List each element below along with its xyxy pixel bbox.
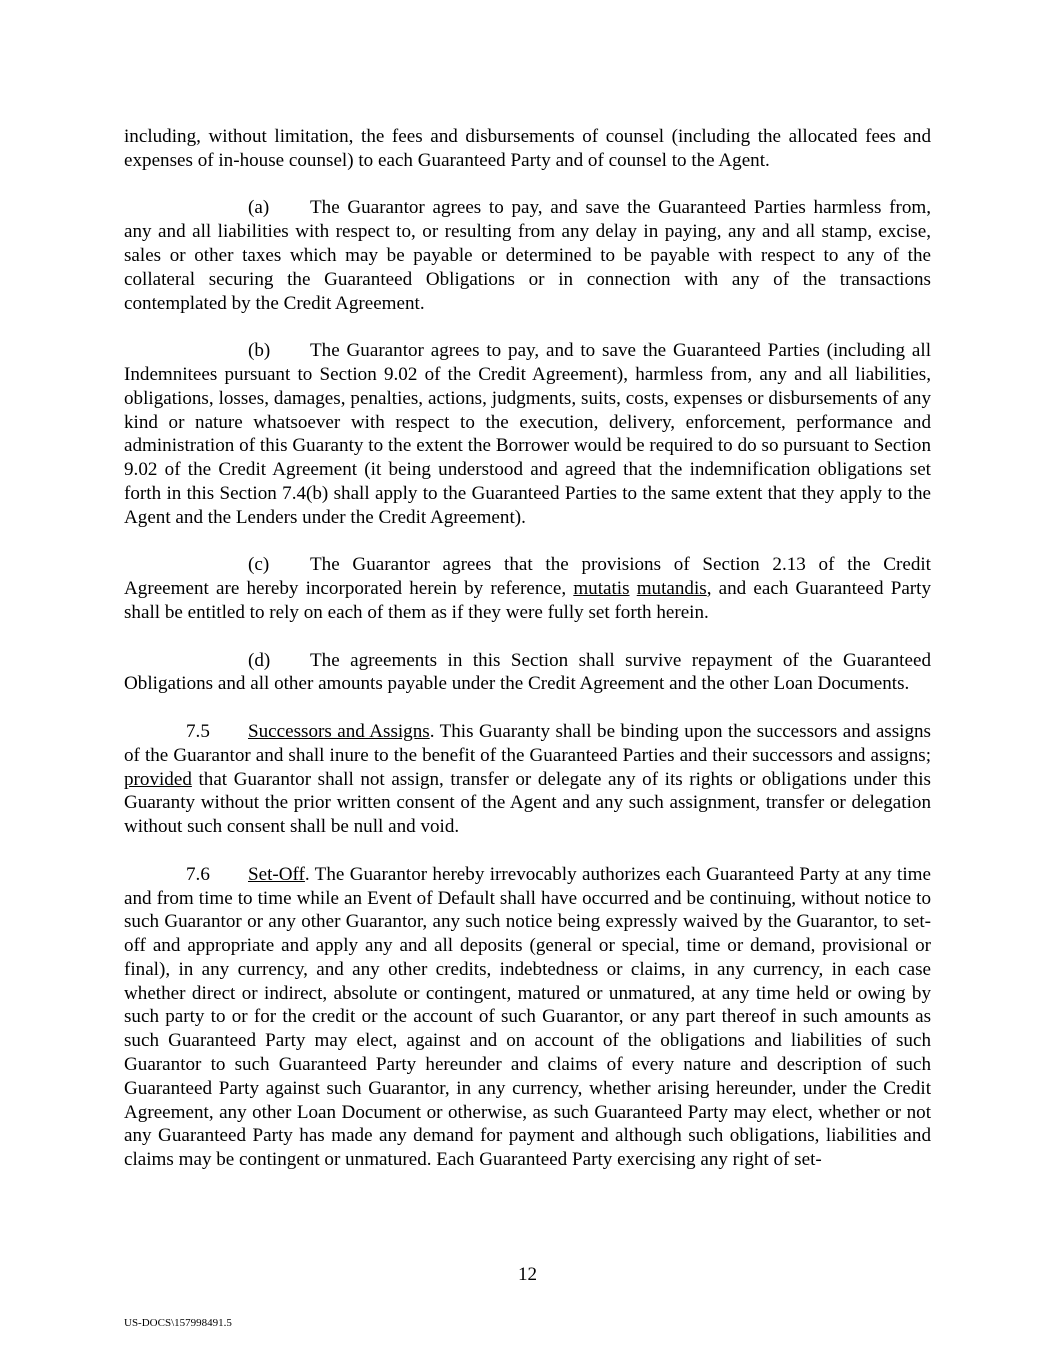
paragraph-text: The Guarantor agrees to pay, and save the Guaranteed Parties harmless from, any and all liabilities with respect to, or resulting from any delay in paying, any and all stamp, excise, sales or other taxes which may be payable or determined to be payable with respect to any of the collateral securing the Guaranteed Obligations or in connection with any of the transactions contemplated by the Credit Agreement. bbox=[124, 197, 931, 314]
paragraph-d bbox=[124, 649, 931, 697]
section-text: that Guarantor shall not assign, transfer or delegate any of its rights or obligations under this Guaranty without the prior written consent of the Agent and any such assignment, transfer or delegation without such consent shall be null and void. bbox=[124, 768, 931, 838]
section-heading: Successors and Assigns bbox=[248, 720, 430, 742]
paragraph-number: (a) bbox=[248, 197, 270, 219]
paragraph-b bbox=[124, 339, 931, 529]
document-id: US-DOCS\157998491.5 bbox=[124, 1317, 232, 1329]
latin-term-mutandis: mutandis bbox=[636, 578, 707, 600]
document-body bbox=[124, 125, 931, 1172]
paragraph-c bbox=[124, 553, 931, 624]
section-heading: Set-Off bbox=[248, 863, 305, 885]
latin-term-mutatis: mutatis bbox=[573, 578, 630, 600]
section-7-5 bbox=[124, 720, 931, 839]
section-text: . This Guaranty shall be binding upon the successors and assigns of the Guarantor and shall inure to the benefit of the Guaranteed Parties and their successors and assigns; bbox=[124, 720, 931, 766]
paragraph-text: including, without limitation, the fees and disbursements of counsel (including the allocated fees and expenses of in-house counsel) to each Guaranteed Party and of counsel to the Agent. bbox=[124, 126, 931, 171]
paragraph-text: The agreements in this Section shall survive repayment of the Guaranteed Obligations and all other amounts payable under the Credit Agreement and the other Loan Documents. bbox=[124, 649, 931, 695]
paragraph-number: (d) bbox=[248, 649, 271, 671]
page-number: 12 bbox=[517, 1264, 538, 1285]
section-text: . The Guarantor hereby irrevocably authorizes each Guaranteed Party at any time and from time to time while an Event of Default shall have occurred and be continuing, without notice to such Guarantor or any other Guarantor, any such notice being expressly waived by the Guarantor, to set-off and appropriate and apply any and all deposits (general or special, time or demand, provisional or final), in any currency, and any other credits, indebtedness or claims, in any currency, in each case whether direct or indirect, absolute or contingent, matured or unmatured, at any time held or owing by such party to or for the credit or the account of such Guarantor, or any part thereof in such amounts as such Guaranteed Party may elect, against and on account of the obligations and liabilities of such Guarantor to such Guaranteed Party hereunder and claims of every nature and description of such Guaranteed Party against such Guarantor, in any currency, whether arising hereunder, under the Credit Agreement, any other Loan Document or otherwise, as such Guaranteed Party may elect, whether or not any Guaranteed Party has made any demand for payment and although such obligations, liabilities and claims may be contingent or unmatured. Each Guaranteed Party exercising any right of set- bbox=[124, 863, 931, 1171]
paragraph-number: (c) bbox=[248, 554, 270, 576]
paragraph-text: , and each Guaranteed Party shall be entitled to rely on each of them as if they were fully set forth herein. bbox=[124, 578, 931, 623]
section-number: 7.5 bbox=[186, 720, 210, 742]
section-7-6 bbox=[124, 863, 931, 1172]
section-number: 7.6 bbox=[186, 863, 210, 885]
paragraph-text: The Guarantor agrees that the provisions of Section 2.13 of the Credit Agreement are hereby incorporated herein by reference, bbox=[124, 554, 931, 600]
paragraph-text: The Guarantor agrees to pay, and to save the Guaranteed Parties (including all Indemnitees pursuant to Section 9.02 of the Credit Agreement), harmless from, any and all liabilities, obligations, losses, damages, penalties, actions, judgments, suits, costs, expenses or disbursements of any kind or nature whatsoever with respect to the execution, delivery, enforcement, performance and administration of this Guaranty to the extent the Borrower would be required to do so pursuant to Section 9.02 of the Credit Agreement (it being understood and agreed that the indemnification obligations set forth in this Section 7.4(b) shall apply to the Guaranteed Parties to the same extent that they apply to the Agent and the Lenders under the Credit Agreement). bbox=[124, 340, 931, 528]
paragraph-continuation bbox=[124, 125, 931, 173]
paragraph-number: (b) bbox=[248, 340, 271, 362]
provided-term: provided bbox=[124, 768, 192, 790]
paragraph-a bbox=[124, 196, 931, 315]
